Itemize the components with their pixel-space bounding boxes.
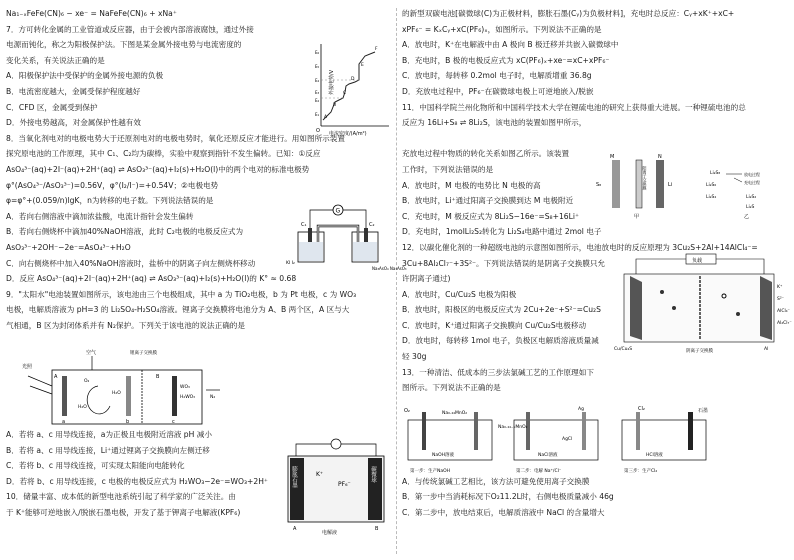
fig7-tick-e4: E₄ <box>315 78 320 83</box>
fig9-h2o-1: H₂O <box>78 405 87 410</box>
right-line: B．放电时，Li⁺通过阳离子交换膜到达 M 电极附近 <box>402 196 574 206</box>
right-line: C．放电时，每转移 0.2mol 电子时，电解质增重 36.8g <box>402 71 592 81</box>
fig9-light: 光照 <box>22 364 33 370</box>
left-line: D．若将 b、c 用导线连接，c 电极的电极反应式为 H₂WO₃−2e⁻=WO₃+2H⁺ <box>6 476 268 486</box>
fig12-membrane: 阴离子交换膜 <box>686 349 713 354</box>
right-line: B．放电时，阳极区的电极反应式为 2Cu+2e⁻+S²⁻=Cu₂S <box>402 305 601 315</box>
fig13-o2: O₂ <box>404 408 410 414</box>
figure-q13-three-step-chloralkali <box>402 404 790 480</box>
right-line: C．放电时，K⁺通过阳离子交换膜向 Cu/Cu₂S电极移动 <box>402 320 587 330</box>
right-line: 12．以碳化催化剂的一种超级电池的示意图如图所示，电池放电时的反应原理为 3Cu₂S+2Al+14AlCl₄⁻= <box>402 242 758 252</box>
fig11-li2s4: Li₂S₄ <box>706 195 717 200</box>
left-line: 电极，电解质溶液为 pH=3 的 Li₂SO₄-H₂SO₄溶液。锂离子交换膜将电池分为 A、B 两个区，A 区与大 <box>6 305 350 315</box>
fig11-membrane: 阳离子交换膜 <box>642 166 648 190</box>
left-line: 7．方可转化金属的工业管道或反应器，由于会被内部溶液腐蚀，通过外接 <box>6 24 254 34</box>
fig9-zone-b: B <box>156 374 160 380</box>
fig7-tick-e2: E₂ <box>315 98 320 103</box>
right-line: xPF₆⁻ = KₓCᵧ+xC(PF₆)ₓ，如图所示。下列说法不正确的是 <box>402 24 602 34</box>
fig12-load: 负载 <box>692 258 703 264</box>
left-line: 10．储量丰富、成本低的新型电池系统引起了科学家的广泛关注。由 <box>6 492 236 502</box>
fig8-c2: C₂ <box>369 222 375 228</box>
fig8-c1: C₁ <box>301 222 307 228</box>
fig9-membrane: 锂离子交换膜 <box>130 351 157 356</box>
left-line: A．若将 a、c 用导线连接，a为正极且电极附近溶液 pH 减小 <box>6 430 212 440</box>
fig13-electrode-agcl: AgCl <box>562 437 573 442</box>
column-divider <box>396 8 397 554</box>
fig7-label-d: D <box>351 77 355 82</box>
fig11-discharge: 放电过程 <box>744 172 760 177</box>
figure-q11-li-s-battery <box>594 152 790 226</box>
left-line: AsO₄³⁻(aq)+2I⁻(aq)+2H⁺(aq) ⇌ AsO₃³⁻(aq)+I₂(s)+H₂O(l)中的两个电对的标准电极势 <box>6 164 310 174</box>
right-line: D．充电时，1molLi₂S₂转化为 Li₂S₄电路中通过 2mol 电子 <box>402 227 602 237</box>
right-line: 许阴离子通过) <box>402 274 451 284</box>
fig11-n: N <box>658 154 662 160</box>
left-line: C．CFD 区，金属受到保护 <box>6 102 98 112</box>
fig12-cathode: Cu/Cu₂S <box>614 347 633 352</box>
fig7-label-b: B <box>333 103 337 108</box>
fig11-li2s6: Li₂S₆ <box>706 183 717 188</box>
right-line: B．第一步中当消耗标况下O₂11.2L时，右侧电极质量减小 46g <box>402 492 614 502</box>
right-line <box>402 131 786 147</box>
fig13-electrode-ag: Ag <box>578 407 584 412</box>
right-line: D．充放电过程中，PF₆⁻在碳微球电极上可逆地嵌入/脱嵌 <box>402 86 594 96</box>
left-line: B．若将 a、c 用导线连接，Li⁺通过锂离子交换膜向左侧迁移 <box>6 445 210 455</box>
fig9-wo3: WO₃ <box>180 385 190 390</box>
left-line: 气相通，B 区为封闭体系并有 N₂保护。下列关于该电池的说法正确的是 <box>6 320 245 330</box>
left-line: 于 K⁺能够可逆地嵌入/脱嵌石墨电极，开发了基于钾离子电解液(KPF₆) <box>6 508 241 517</box>
fig7-origin: O <box>316 128 320 134</box>
right-line: C．第二步中，放电结束后，电解质溶液中 NaCl 的含量增大 <box>402 508 605 517</box>
fig10-ion-pf6: PF₆⁻ <box>338 481 351 488</box>
fig13-solution-1: NaOH溶液 <box>432 453 455 458</box>
fig12-ion-k: K⁺ <box>777 285 783 290</box>
fig13-electrode-2: Na₀.₄₄₋ₓMnO₂ <box>498 425 528 430</box>
fig12-anode: Al <box>764 347 769 352</box>
left-line: 9．"太阳水"电池装置如图所示，该电池由三个电极组成，其中 a 为 TiO₂电极，b 为 Pt 电极，c 为 WO₃ <box>6 289 357 299</box>
fig7-ylabel: 外接电势/V <box>329 69 335 95</box>
fig13-cl2: Cl₂ <box>638 406 645 412</box>
fig7-tick-e5: E₅ <box>315 64 320 69</box>
right-line: A．放电时，K⁺在电解液中由 A 极向 B 极迁移并共嵌入碳微球中 <box>402 40 619 50</box>
right-line: 工作时，下列说法错误的是 <box>402 164 494 174</box>
right-line: 3Cu+8Al₂Cl₇⁻+3S²⁻。下列说法错误的是阴离子交换膜只允 <box>402 258 606 268</box>
left-line: 变化关系，有关说法正确的是 <box>6 55 105 65</box>
figure-q9-solar-cell <box>22 346 222 432</box>
fig11-li2s8: Li₂S₈ <box>710 171 721 176</box>
right-line: 13．一种清洁、低成本的三步法氯碱工艺的工作原理如下 <box>402 367 594 377</box>
fig11-li2s2: Li₂S₂ <box>746 195 757 200</box>
fig12-ion-alcl4: AlCl₄⁻ <box>777 309 790 314</box>
fig13-cell-1 <box>404 408 492 474</box>
fig9-h2o-2: H₂O <box>112 391 121 396</box>
fig7-label-c: C <box>343 91 347 96</box>
fig9-zone-a: A <box>54 374 58 380</box>
fig13-electrode-1: Na₀.₄₄MnO₂ <box>442 411 468 416</box>
fig10-ion-k: K⁺ <box>316 471 324 478</box>
left-line: C．若将 b、c 用导线连接，可实现太阳能向电能转化 <box>6 461 185 471</box>
fig10-label-b: B <box>375 526 379 532</box>
left-line: 8．当氧化剂电对的电极电势大于还原剂电对的电极电势时，氧化还原反应才能进行。用如图所示装置 <box>6 133 345 143</box>
fig10-left-electrode: 膨胀石墨 <box>291 466 297 488</box>
right-line: C．充电时，M 极反应式为 8Li₂S−16e⁻=S₈+16Li⁺ <box>402 211 579 221</box>
fig7-xlabel: 电流密度/(A/m²) <box>329 131 367 137</box>
right-line: 的新型双碳电池[碳微球(C)为正极材料，膨胀石墨(Cᵧ)为负极材料]，充电时总反应：Cᵧ+xK⁺+xC+ <box>402 9 735 18</box>
fig7-label-a: A <box>324 115 328 120</box>
right-line: 充放电过程中物质的转化关系如图乙所示。该装置 <box>402 149 570 159</box>
left-line: A．阳极保护法中受保护的金属外接电源的负极 <box>6 71 164 81</box>
left-line: AsO₃³⁻+2OH⁻−2e⁻=AsO₄³⁻+H₂O <box>6 242 131 252</box>
right-line: D．放电时，每转移 1mol 电子，负极区电解质溶液质量减 <box>402 336 599 346</box>
figure-q8-galvanic-cell <box>286 202 407 278</box>
left-line: B．电流密度越大，金属受保护程度越好 <box>6 86 141 96</box>
fig8-left-solution: KI I₂ <box>286 261 295 266</box>
figure-q10-dual-carbon-battery <box>280 436 392 540</box>
right-line: 图所示。下列说法不正确的是 <box>402 383 501 393</box>
fig11-charge: 充电过程 <box>744 180 760 185</box>
fig9-electrode-b: b <box>126 419 130 425</box>
fig13-graphite: 石墨 <box>698 408 709 414</box>
left-line: D．反应 AsO₄³⁻(aq)+2I⁻(aq)+2H⁺(aq) ⇌ AsO₃³⁻(aq)+I₂(s)+H₂O(l)的 K° ≈ 0.68 <box>6 274 297 284</box>
fig13-solution-2: NaCl溶液 <box>538 453 558 458</box>
left-line: 电源而钝化，称之为阳极保护法。下图是某金属外接电势与电流密度的 <box>6 40 242 50</box>
fig9-electrode-a: a <box>62 419 66 425</box>
fig7-tick-e6: E₆ <box>315 50 320 55</box>
fig11-caption-a: 甲 <box>634 214 640 220</box>
right-line: 反应为 16Li+S₈ ⇌ 8Li₂S，该电池的装置如图甲所示， <box>402 118 587 128</box>
right-line: A．放电时，M 电极的电势比 N 电极的高 <box>402 180 541 190</box>
left-line: B．若向右侧烧杯中滴加40%NaOH溶液，此时 C₂电极的电极反应式为 <box>6 227 244 237</box>
right-line: A．放电时，Cu/Cu₂S 电极为阳极 <box>402 289 517 299</box>
left-line: C．向右侧烧杯中加入40%NaOH溶液时，盐桥中的阴离子向左侧烧杯移动 <box>6 258 256 268</box>
fig7-label-f: F <box>375 47 378 52</box>
fig7-tick-e1: E₁ <box>315 112 320 117</box>
fig9-n2: N₂ <box>210 395 216 400</box>
right-line: B．充电时，B 极的电极反应式为 xC(PF₆)ₓ+xe⁻=xC+xPF₆⁻ <box>402 55 610 65</box>
right-line: 11．中国科学院兰州化物所和中国科学技术大学在锂硫电池的研究上获得重大进展。一种锂硫电池的总 <box>402 102 746 112</box>
fig12-ion-s: S²⁻ <box>777 297 785 302</box>
left-line: 探究原电池的工作原理，其中 C₁、C₂均为碳棒，实验中观察到指针不发生偏转。已知：①反应 <box>6 149 321 159</box>
fig10-right-electrode: 碳微球 <box>370 466 376 483</box>
fig13-solution-3: HCl溶液 <box>646 453 663 458</box>
fig13-step-1: 第一步：生产NaOH <box>410 469 451 474</box>
fig12-ion-al2cl7: Al₂Cl₇⁻ <box>777 321 792 326</box>
fig9-o2: O₂ <box>84 379 90 384</box>
fig9-h2wo3: H₂WO₃ <box>180 395 195 400</box>
fig8-right-solution: Na₃AsO₄ Na₃AsO₃ <box>372 266 407 271</box>
fig11-caption-b: 乙 <box>744 214 750 220</box>
fig13-cell-2 <box>498 406 598 474</box>
fig11-li: Li <box>668 182 673 188</box>
fig13-cell-3 <box>622 406 708 474</box>
left-line: φ°(AsO₄³⁻/AsO₃³⁻)=0.56V，φ°(I₂/I⁻)=+0.54V；②电极电势 <box>6 180 219 190</box>
fig11-s8: S₈ <box>596 182 602 188</box>
right-line: A．与传统氯碱工艺相比，该方法可避免使用离子交换膜 <box>402 476 590 486</box>
fig7-tick-e3: E₃ <box>315 90 320 95</box>
fig11-m: M <box>610 154 615 160</box>
fig13-step-2: 第二步：电解 Na⁺/Cl⁻ <box>516 469 562 474</box>
left-line: D．外接电势越高，对金属保护性越有效 <box>6 118 141 128</box>
fig13-step-3: 第三步：生产Cl₂ <box>624 469 658 474</box>
fig9-air: 空气 <box>86 350 97 356</box>
fig10-label-a: A <box>293 526 297 532</box>
fig8-meter-label: G <box>335 207 341 215</box>
figure-q7-polarization-curve <box>305 40 393 142</box>
fig10-electrolyte: 电解液 <box>322 530 338 536</box>
right-line: 轻 30g <box>402 352 427 362</box>
fig11-li2s: Li₂S <box>746 205 755 210</box>
left-line: φ=φ°+(0.059/n)lgK，n为转移的电子数。下列说法错误的是 <box>6 196 214 206</box>
figure-q12-supercapacitor <box>614 252 790 360</box>
fig9-electrode-c: c <box>172 419 175 425</box>
fig7-label-e: E <box>361 63 364 68</box>
left-line: A．若向右侧溶液中滴加浓盐酸，电流计指针会发生偏转 <box>6 211 194 221</box>
left-line: Na₁₋ₓFeFe(CN)₆ − xe⁻ = NaFeFe(CN)₆ + xNa⁺ <box>6 9 177 18</box>
